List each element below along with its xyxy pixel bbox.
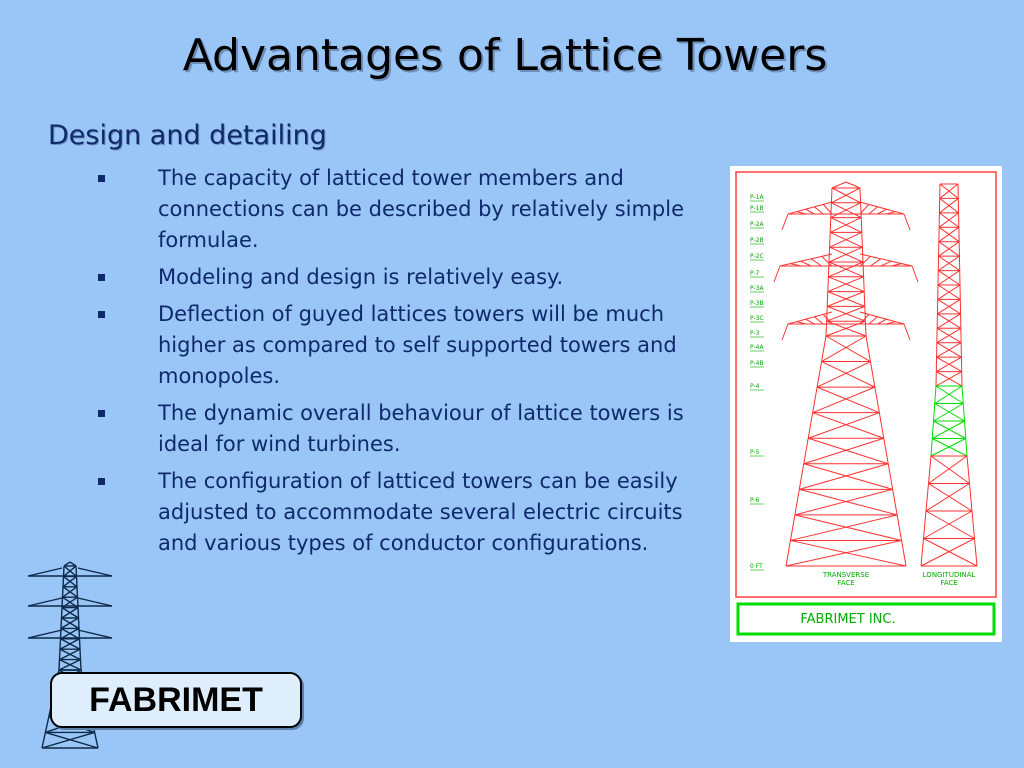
bullet-item bbox=[98, 163, 728, 256]
transverse-face-label: TRANSVERSE bbox=[822, 571, 870, 579]
bullet-text: Modeling and design is relatively easy. bbox=[158, 265, 564, 289]
level-labels bbox=[750, 194, 764, 570]
bullet-text: The configuration of latticed towers can be easily adjusted to accommodate several electric circuits and various types of conductor configurations. bbox=[158, 469, 683, 555]
level-label: P-1A bbox=[750, 194, 764, 201]
level-label: P-2B bbox=[750, 237, 764, 244]
tower-drawing bbox=[730, 166, 1002, 642]
level-label: P-4B bbox=[750, 360, 764, 367]
transverse-tower bbox=[774, 182, 918, 566]
slide-title: Advantages of Lattice Towers bbox=[182, 30, 828, 81]
bullet-item bbox=[98, 262, 728, 293]
level-label: P-3 bbox=[750, 330, 760, 337]
bullet-text: The dynamic overall behaviour of lattice towers is ideal for wind turbines. bbox=[158, 401, 684, 456]
bullet-text: Deflection of guyed lattices towers will be much higher as compared to self supported towers and monopoles. bbox=[158, 302, 677, 388]
level-label: P-4A bbox=[750, 344, 764, 351]
level-label: P-3B bbox=[750, 300, 764, 307]
level-label: P-5 bbox=[750, 449, 760, 456]
tower-logo-icon bbox=[0, 560, 310, 768]
level-label: P-4 bbox=[750, 383, 760, 390]
level-label: P-2A bbox=[750, 221, 764, 228]
fabrimet-logo-badge: FABRIMET bbox=[50, 672, 302, 728]
transverse-face-label-2: FACE bbox=[837, 579, 855, 587]
bullet-square-icon bbox=[98, 274, 105, 281]
bullet-square-icon bbox=[98, 311, 105, 318]
longitudinal-face-label: LONGITUDINAL bbox=[922, 571, 976, 579]
level-label: P-3A bbox=[750, 285, 764, 292]
bullet-square-icon bbox=[98, 175, 105, 182]
bullet-square-icon bbox=[98, 478, 105, 485]
tower-drawing-svg bbox=[730, 166, 1002, 642]
longitudinal-face-label-2: FACE bbox=[940, 579, 958, 587]
drawing-frame bbox=[736, 172, 996, 597]
bullet-item bbox=[98, 398, 728, 460]
level-label: P-3C bbox=[750, 315, 764, 322]
bullet-square-icon bbox=[98, 410, 105, 417]
company-box-text: FABRIMET INC. bbox=[800, 612, 896, 627]
longitudinal-tower bbox=[921, 184, 977, 566]
level-label: P-7 bbox=[750, 270, 760, 277]
bullet-item bbox=[98, 466, 728, 559]
slide-subtitle: Design and detailing bbox=[48, 120, 327, 151]
level-label: P-1B bbox=[750, 205, 764, 212]
bullet-item bbox=[98, 299, 728, 392]
bullet-text: The capacity of latticed tower members and connections can be described by relatively simple formulae. bbox=[158, 166, 685, 252]
level-label: P-2C bbox=[750, 253, 764, 260]
level-label: P-6 bbox=[750, 497, 760, 504]
level-label: 0 FT bbox=[750, 563, 763, 570]
bullet-list bbox=[98, 163, 728, 565]
